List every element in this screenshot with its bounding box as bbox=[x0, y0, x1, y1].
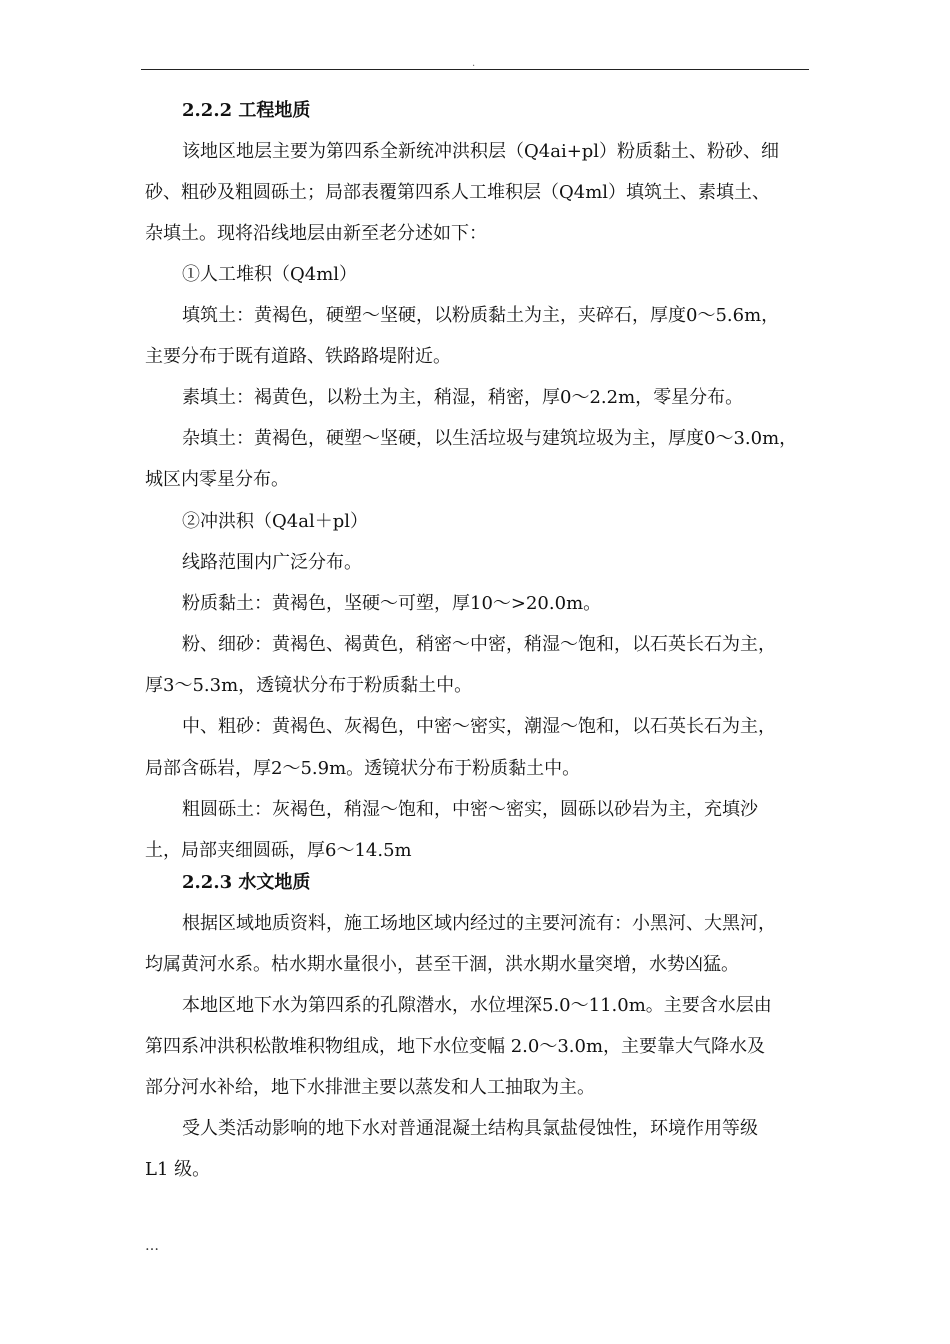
paragraph-line: 土，局部夹细圆砾，厚6～14.5m bbox=[145, 840, 412, 861]
paragraph-line: L1 级。 bbox=[145, 1159, 211, 1180]
paragraph-line: 局部含砾岩，厚2～5.9m。透镜状分布于粉质黏土中。 bbox=[145, 758, 581, 779]
paragraph-line: 杂填土：黄褐色，硬塑～坚硬，以生活垃圾与建筑垃圾为主，厚度0～3.0m， bbox=[182, 428, 798, 449]
paragraph-line: 主要分布于既有道路、铁路路堤附近。 bbox=[145, 346, 451, 367]
subsection-title: ①人工堆积（Q4ml） bbox=[182, 264, 358, 285]
paragraph-line: 中、粗砂：黄褐色、灰褐色，中密～密实，潮湿～饱和，以石英长石为主， bbox=[182, 716, 776, 737]
paragraph-line: 均属黄河水系。枯水期水量很小，甚至干涸，洪水期水量突增，水势凶猛。 bbox=[145, 954, 739, 975]
paragraph-line: 砂、粗砂及粗圆砾土；局部表覆第四系人工堆积层（Q4ml）填筑土、素填土、 bbox=[145, 182, 771, 203]
section-heading-engineering-geology: 2.2.2 工程地质 bbox=[182, 100, 311, 121]
paragraph-line: 粉、细砂：黄褐色、褐黄色，稍密～中密，稍湿～饱和，以石英长石为主， bbox=[182, 634, 776, 655]
section-heading-hydrogeology: 2.2.3 水文地质 bbox=[182, 872, 311, 893]
paragraph-line: 填筑土：黄褐色，硬塑～坚硬，以粉质黏土为主，夹碎石，厚度0～5.6m， bbox=[182, 305, 780, 326]
paragraph-line: 本地区地下水为第四系的孔隙潜水，水位埋深5.0～11.0m。主要含水层由 bbox=[182, 995, 772, 1016]
paragraph-line: 杂填土。现将沿线地层由新至老分述如下： bbox=[145, 223, 487, 244]
footer-ellipsis: … bbox=[145, 1238, 159, 1254]
paragraph-line: 第四系冲洪积松散堆积物组成，地下水位变幅 2.0～3.0m，主要靠大气降水及 bbox=[145, 1036, 766, 1057]
paragraph-line: 根据区域地质资料，施工场地区域内经过的主要河流有：小黑河、大黑河， bbox=[182, 913, 776, 934]
paragraph-line: 素填土：褐黄色，以粉土为主，稍湿，稍密，厚0～2.2m，零星分布。 bbox=[182, 387, 744, 408]
paragraph-line: 城区内零星分布。 bbox=[145, 469, 289, 490]
header-mark: . bbox=[472, 58, 476, 69]
paragraph-line: 粗圆砾土：灰褐色，稍湿～饱和，中密～密实，圆砾以砂岩为主，充填沙 bbox=[182, 799, 758, 820]
paragraph-line: 受人类活动影响的地下水对普通混凝土结构具氯盐侵蚀性，环境作用等级 bbox=[182, 1118, 758, 1139]
paragraph-line: 部分河水补给，地下水排泄主要以蒸发和人工抽取为主。 bbox=[145, 1077, 595, 1098]
paragraph-line: 粉质黏土：黄褐色，坚硬～可塑，厚10～>20.0m。 bbox=[182, 593, 602, 614]
paragraph-line: 线路范围内广泛分布。 bbox=[182, 552, 362, 573]
paragraph-line: 该地区地层主要为第四系全新统冲洪积层（Q4ai+pl）粉质黏土、粉砂、细 bbox=[182, 141, 780, 162]
paragraph-line: 厚3～5.3m，透镜状分布于粉质黏土中。 bbox=[145, 675, 473, 696]
header-rule bbox=[141, 69, 809, 70]
subsection-title: ②冲洪积（Q4al＋pl） bbox=[182, 511, 368, 532]
